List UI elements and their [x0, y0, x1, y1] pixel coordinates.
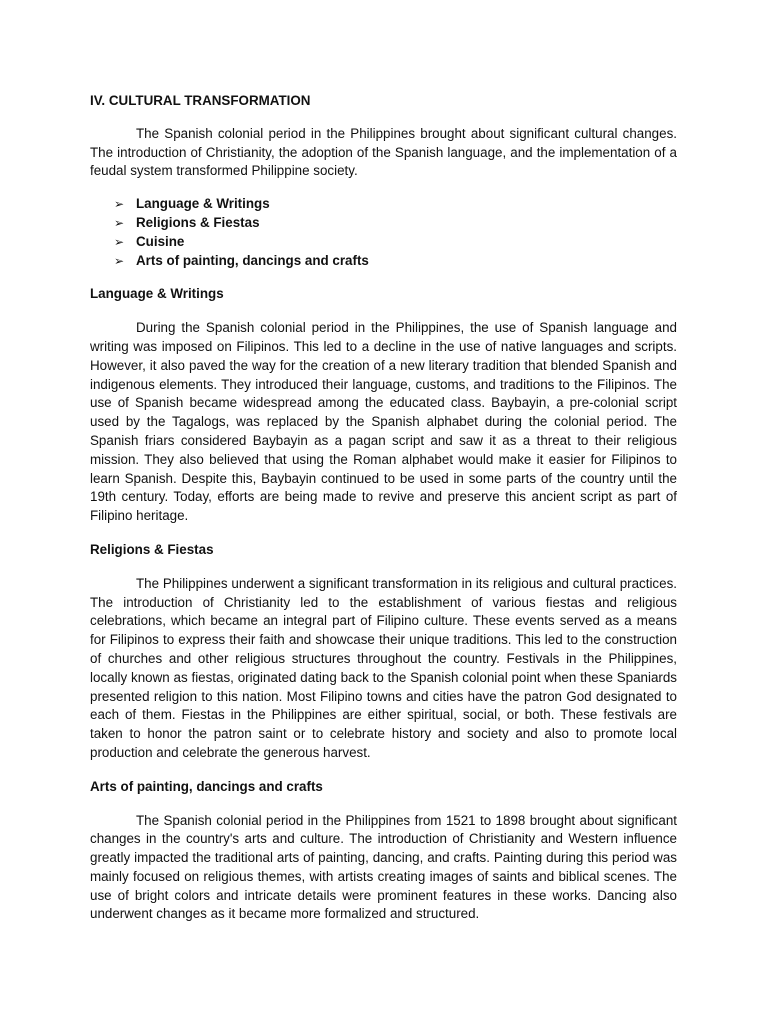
arrowhead-bullet-icon: ➢ — [114, 234, 125, 249]
document-title: IV. CULTURAL TRANSFORMATION — [90, 93, 311, 108]
section-body-language: During the Spanish colonial period in the Philippines, the use of Spanish language and writing was imposed on Filipinos. This led to a decline in the use of native languages and scripts. However, it also paved the way for the creation of a new literary tradition that blended Spanish and indigenous elements. They introduced their language, customs, and traditions to the Filipinos. The use of Spanish became widespread among the educated class. Baybayin, a pre-colonial script used by the Tagalogs, was replaced by the Spanish alphabet during the colonial period. The Spanish friars considered Baybayin as a pagan script and saw it as a threat to their religious mission. They also believed that using the Roman alphabet would make it easier for Filipinos to learn Spanish. Despite this, Baybayin continued to be used in some parts of the country until the 19th century. Today, efforts are being made to revive and preserve this ancient script as part of Filipino heritage. — [90, 320, 677, 524]
section-heading-language: Language & Writings — [90, 286, 224, 302]
list-item — [114, 195, 677, 214]
intro-paragraph: The Spanish colonial period in the Philippines brought about significant cultural changes. The introduction of Christianity, the adoption of the Spanish language, and the implementation of a feudal system transformed Philippine society. — [90, 125, 677, 179]
section-body-religions: The Philippines underwent a significant transformation in its religious and cultural practices. The introduction of Christianity led to the establishment of various fiestas and religious celebrations, which became an integral part of Filipino culture. These events served as a means for Filipinos to express their faith and showcase their unique traditions. This led to the construction of churches and other religious structures throughout the country. Festivals in the Philippines, locally known as fiestas, originated dating back to the Spanish colonial point when these Spaniards presented religion to this nation. Most Filipino towns and cities have the patron God designated to each of them. Fiestas in the Philippines are either spiritual, social, or both. These festivals are taken to honor the patron saint or to celebrate history and society and also to promote local production and celebrate the generous harvest. — [90, 575, 677, 760]
list-item — [114, 214, 677, 233]
arrowhead-bullet-icon: ➢ — [114, 215, 125, 230]
topic-list — [90, 195, 677, 270]
list-item-label: Arts of painting, dancings and crafts — [136, 252, 369, 268]
list-item-label: Religions & Fiestas — [136, 214, 260, 230]
section-body-arts: The Spanish colonial period in the Philippines from 1521 to 1898 brought about significant changes in the country's arts and culture. The introduction of Christianity and Western influence greatly impacted the traditional arts of painting, dancing, and crafts. Painting during this period was mainly focused on religious themes, with artists creating images of saints and biblical scenes. The use of bright colors and intricate details were prominent features in these works. Dancing also underwent changes as it became more formalized and structured. — [90, 812, 677, 922]
document-page — [90, 92, 677, 924]
list-item-label: Language & Writings — [136, 196, 270, 212]
list-item — [114, 233, 677, 252]
arrowhead-bullet-icon: ➢ — [114, 253, 125, 268]
arrowhead-bullet-icon: ➢ — [114, 197, 125, 212]
section-heading-arts: Arts of painting, dancings and crafts — [90, 778, 323, 794]
list-item — [114, 252, 677, 271]
section-heading-religions: Religions & Fiestas — [90, 541, 214, 557]
list-item-label: Cuisine — [136, 233, 185, 249]
